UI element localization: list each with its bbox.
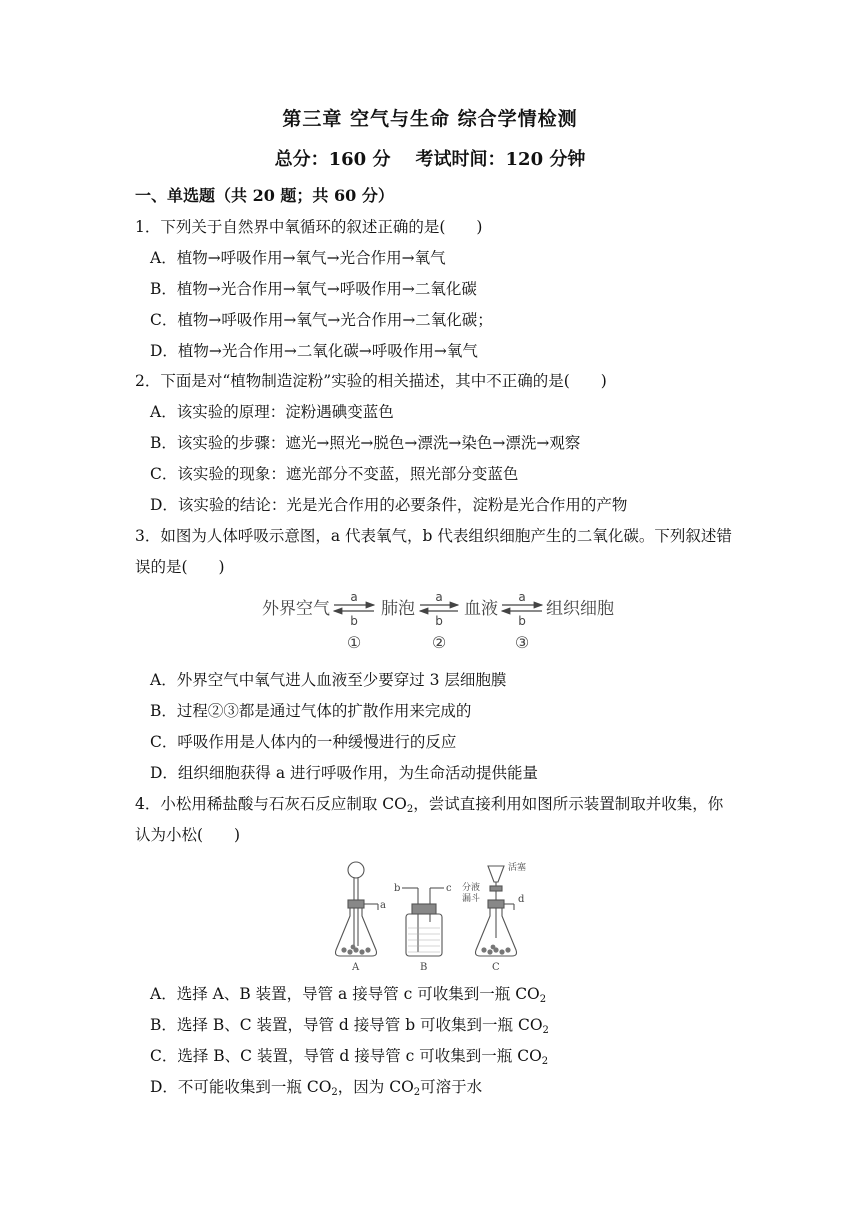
gas-apparatus-figure xyxy=(328,858,538,974)
exam-time: 考试时间：120 分钟 xyxy=(415,149,586,170)
question-2-stem: 2．下面是对“植物制造淀粉”实验的相关描述，其中不正确的是( ) xyxy=(135,372,607,390)
question-4-option-d: D．不可能收集到一瓶 $CO_2$，因为 $CO_2$可溶于水 xyxy=(150,1078,483,1098)
question-3-option-a: A．外界空气中氧气进人血液至少要穿过 3 层细胞膜 xyxy=(150,671,507,689)
arrow-label-a-3: a xyxy=(518,592,526,604)
question-2-option-b: B．该实验的步骤：遮光→照光→脱色→漂洗→染色→漂洗→观察 xyxy=(150,434,581,452)
question-1-option-d: D．植物→光合作用→二氧化碳→呼吸作用→氧气 xyxy=(150,342,478,360)
diagram-node-tissue-cells: 组织细胞 xyxy=(546,599,614,619)
label-tube-b: b xyxy=(394,883,401,894)
question-3-stem-line2: 误的是( ) xyxy=(135,558,225,576)
question-4-stem-line1: 4．小松用稀盐酸与石灰石反应制取 $CO_2$，尝试直接利用如图所示装置制取并收集，你 xyxy=(135,795,724,815)
total-score: 总分：160 分 xyxy=(274,149,391,170)
exam-info xyxy=(0,145,860,171)
label-tube-a: a xyxy=(380,900,386,911)
diagram-node-blood: 血液 xyxy=(464,599,498,619)
label-apparatus-c: C xyxy=(492,962,500,973)
step-label-2: ② xyxy=(431,633,447,652)
question-4-option-c: C．选择 B、C 装置，导管 d 接导管 c 可收集到一瓶 $CO_2$ xyxy=(150,1047,549,1067)
question-1-stem: 1．下列关于自然界中氧循环的叙述正确的是( ) xyxy=(135,218,483,236)
label-apparatus-b: B xyxy=(420,962,428,973)
question-1-option-c: C．植物→呼吸作用→氧气→光合作用→二氧化碳； xyxy=(150,311,493,329)
arrow-label-b-1: b xyxy=(350,614,358,628)
respiration-diagram xyxy=(258,592,618,654)
diagram-node-alveoli: 肺泡 xyxy=(381,599,415,619)
question-1-option-b: B．植物→光合作用→氧气→呼吸作用→二氧化碳 xyxy=(150,280,477,298)
section-heading: 一、单选题（共 20 题；共 60 分） xyxy=(135,186,394,205)
arrow-label-a-1: a xyxy=(350,592,358,604)
step-label-1: ① xyxy=(346,633,362,652)
diagram-node-outside-air: 外界空气 xyxy=(262,599,330,619)
question-3-option-c: C．呼吸作用是人体内的一种缓慢进行的反应 xyxy=(150,733,457,751)
arrow-label-a-2: a xyxy=(435,592,443,604)
question-2-option-c: C．该实验的现象：遮光部分不变蓝，照光部分变蓝色 xyxy=(150,465,519,483)
step-label-3: ③ xyxy=(514,633,530,652)
arrow-label-b-3: b xyxy=(518,614,526,628)
label-tube-c: c xyxy=(446,883,452,894)
label-apparatus-a: A xyxy=(352,962,360,973)
page-title: 第三章 空气与生命 综合学情检测 xyxy=(282,108,578,130)
question-2-option-a: A．该实验的原理：淀粉遇碘变蓝色 xyxy=(150,403,394,421)
label-valve: 活塞 xyxy=(508,863,527,873)
label-funnel-line1: 分液 xyxy=(462,883,481,893)
question-3-stem-line1: 3．如图为人体呼吸示意图，a 代表氧气，b 代表组织细胞产生的二氧化碳。下列叙述错 xyxy=(135,527,732,545)
label-tube-d: d xyxy=(518,894,525,905)
question-3-option-b: B．过程②③都是通过气体的扩散作用来完成的 xyxy=(150,702,472,720)
question-4-option-b: B．选择 B、C 装置，导管 d 接导管 b 可收集到一瓶 $CO_2$ xyxy=(150,1016,549,1036)
question-2-option-d: D．该实验的结论：光是光合作用的必要条件，淀粉是光合作用的产物 xyxy=(150,496,628,514)
question-4-option-a: A．选择 A、B 装置，导管 a 接导管 c 可收集到一瓶 $CO_2$ xyxy=(150,985,547,1005)
arrow-label-b-2: b xyxy=(435,614,443,628)
question-3-option-d: D．组织细胞获得 a 进行呼吸作用，为生命活动提供能量 xyxy=(150,764,539,782)
question-4-stem-line2: 认为小松( ) xyxy=(135,826,241,844)
label-funnel-line2: 漏斗 xyxy=(462,894,481,904)
question-1-option-a: A．植物→呼吸作用→氧气→光合作用→氧气 xyxy=(150,249,446,267)
